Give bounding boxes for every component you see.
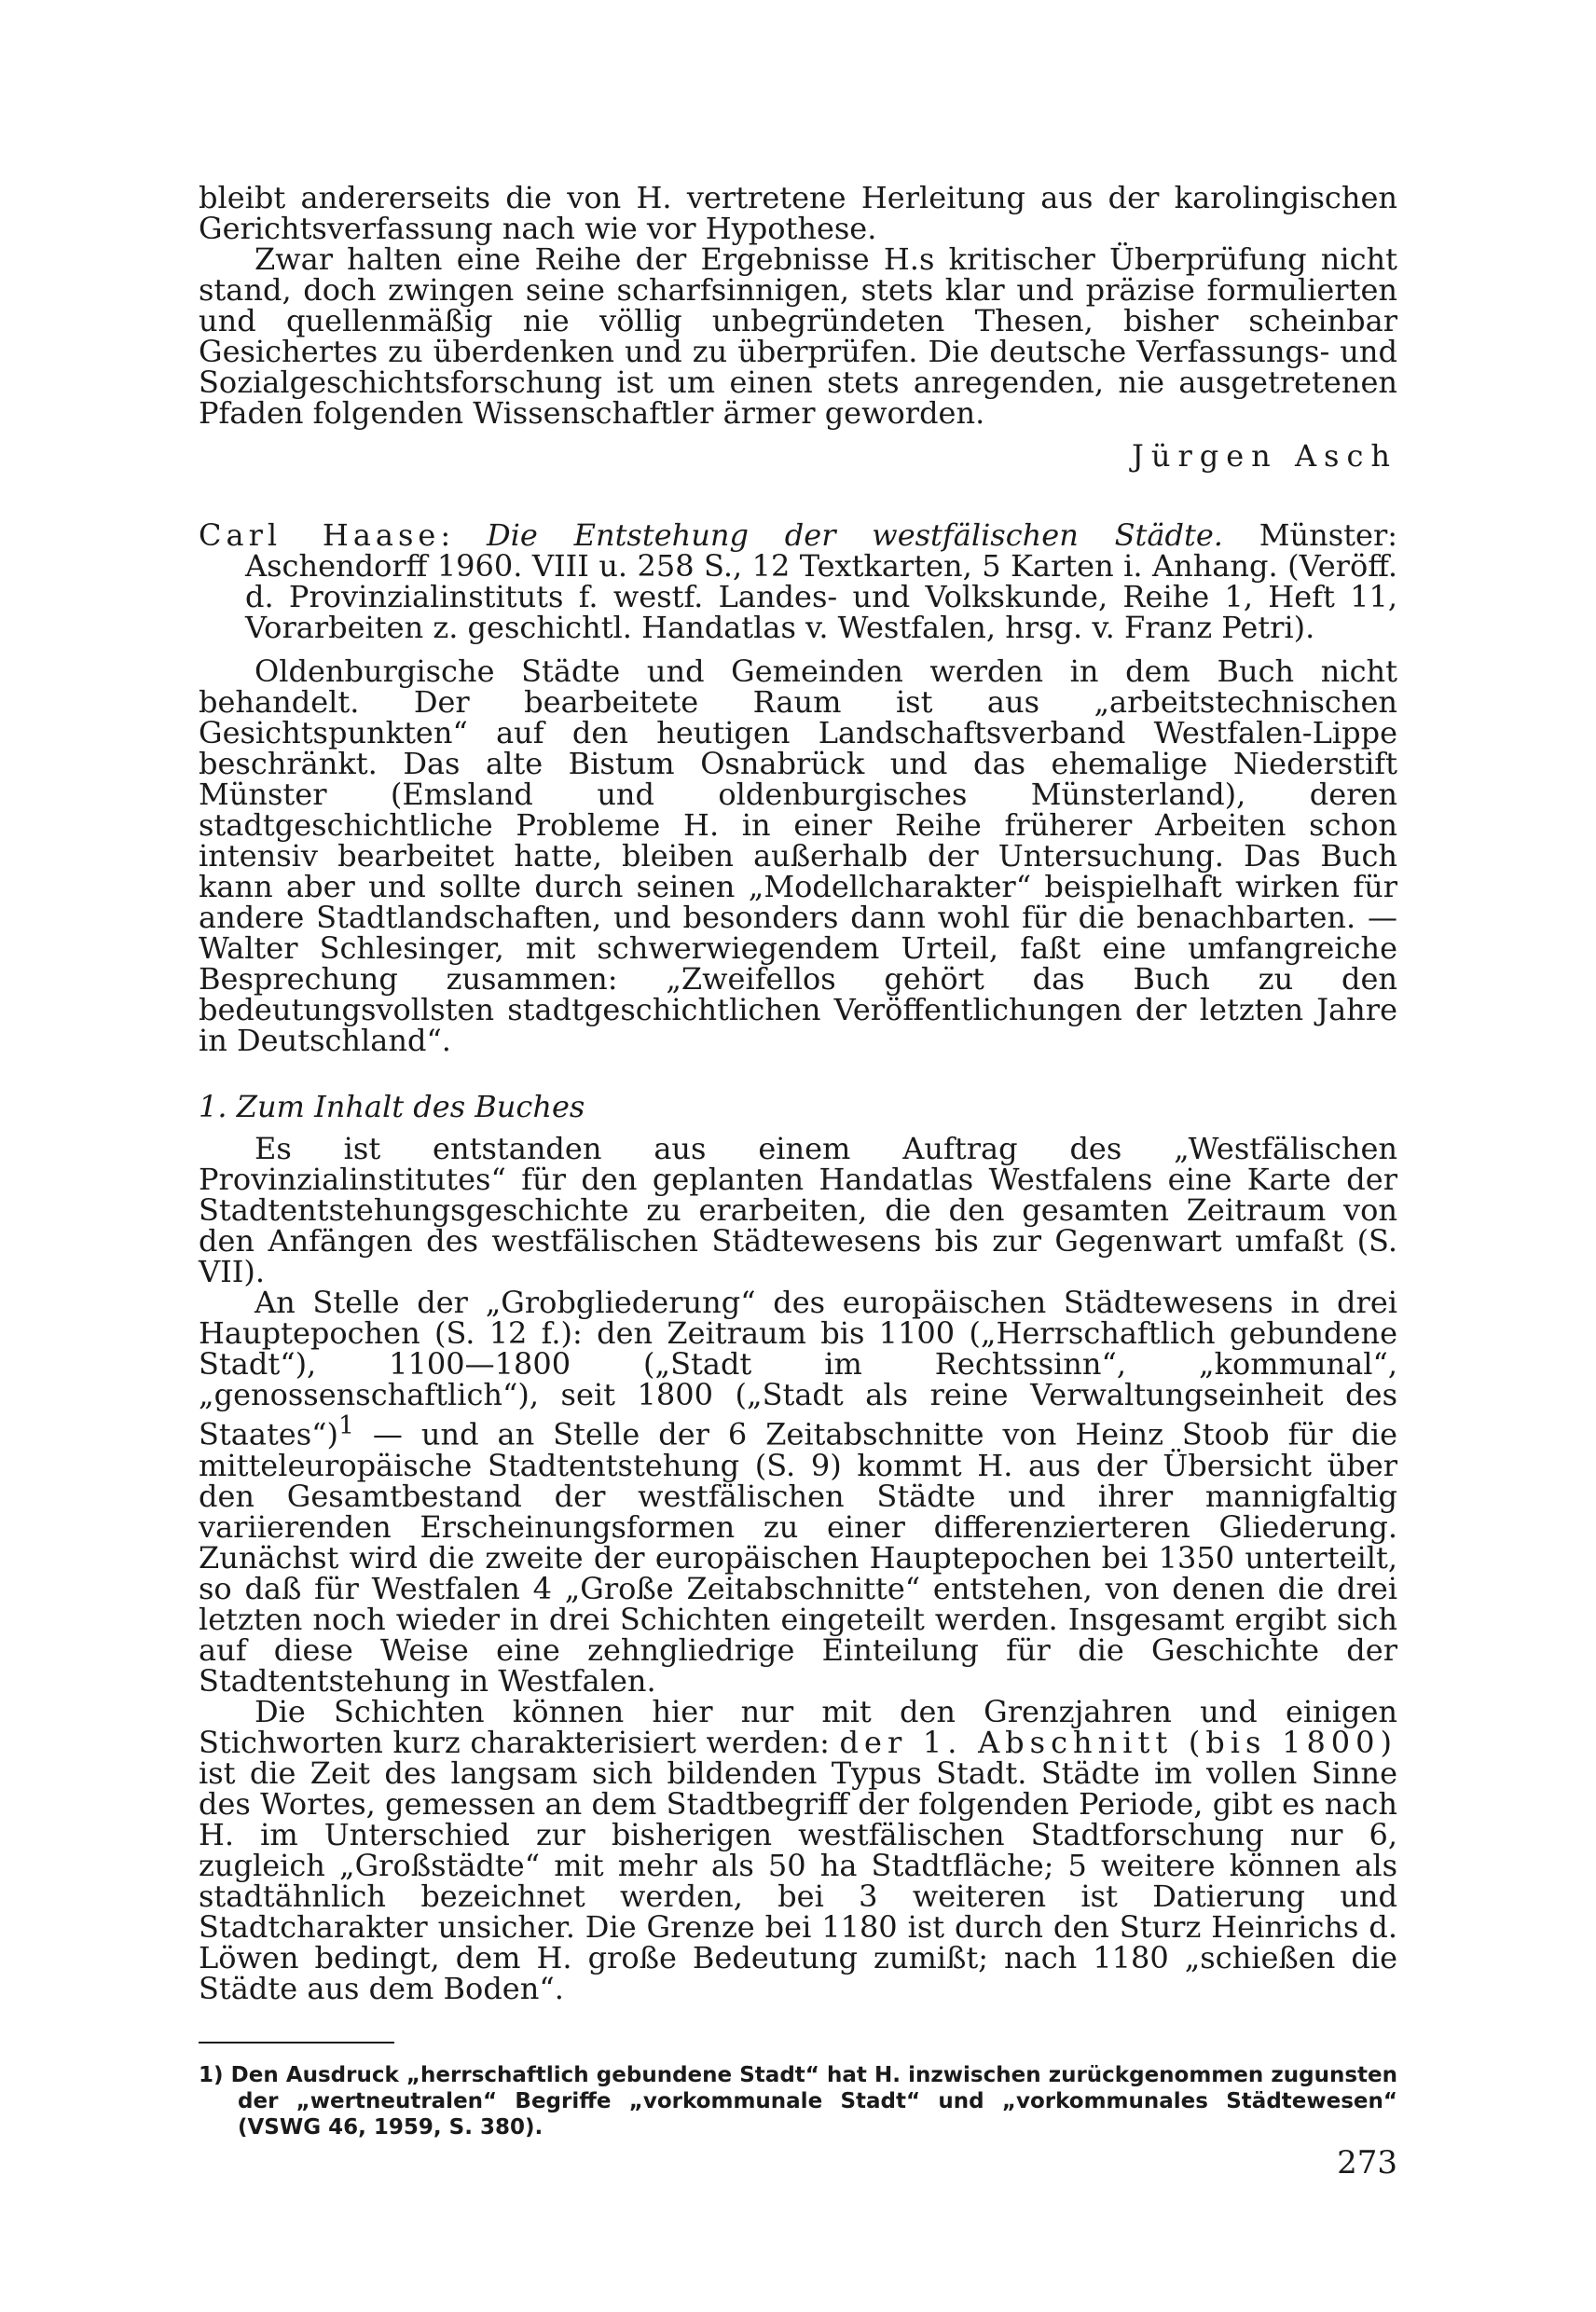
section-paragraph-3-part-b: ist die Zeit des langsam sich bildenden Typus Stadt. Städte im vollen Sinne des Wortes, gemessen an dem Stadtbegriff der folgenden Periode, gibt es nach H. im Unterschied zur bisherigen westfälischen Stadtforschung nur 6, zugleich „Großstädte“ mit mehr als 50 ha Stadtfläche; 5 weitere können als stadtähnlich bezeichnet werden, bei 3 weiteren ist Datierung und Stadtcharakter unsicher. Die Grenze bei 1180 ist durch den Sturz Heinrichs d. Löwen bedingt, dem H. große Bedeutung zumißt; nach 1180 „schießen die Städte aus dem Boden“.: [199, 1755, 1397, 2006]
spaced-emphasis: der 1. Abschnitt (bis 1800): [839, 1724, 1398, 1760]
section-paragraph-3: [199, 1693, 1398, 2006]
review-book-title: Die Entstehung der westfälischen Städte.: [486, 517, 1223, 553]
section-paragraph-2-part-a: An Stelle der „Grobgliederung“ des europäischen Städtewesens in drei Hauptepochen (S. 12 f.): den Zeitraum bis 1100 („Herrschaftlich gebundene Stadt“), 1100—1800 („Stadt im Rechtssinn“, „kommunal“, „genossenschaftlich“), seit 1800 („Stadt als reine Verwaltungseinheit des Staates“): [199, 1285, 1397, 1452]
footnote-rule: [199, 2042, 394, 2044]
review-intro-paragraph: Oldenburgische Städte und Gemeinden werden in dem Buch nicht behandelt. Der bearbeitete Raum ist aus „arbeitstechnischen Gesichtspunkten“ auf den heutigen Landschaftsverband Westfalen-Lippe beschränkt. Das alte Bistum Osnabrück und das ehemalige Niederstift Münster (Emsland und oldenburgisches Münsterland), deren stadtgeschichtliche Probleme H. in einer Reihe früherer Arbeiten schon intensiv bearbeitet hatte, bleiben außerhalb der Untersuchung. Das Buch kann aber und sollte durch seinen „Modellcharakter“ beispielhaft wirken für andere Stadtlandschaften, und besonders dann wohl für die benachbarten. — Walter Schlesinger, mit schwerwiegendem Urteil, faßt eine umfangreiche Besprechung zusammen: „Zweifellos gehört das Buch zu den bedeutungsvollsten stadtgeschichtlichen Veröffentlichungen der letzten Jahre in Deutschland“.: [199, 654, 1397, 1058]
text-column: [199, 180, 1398, 2140]
section-heading: 1. Zum Inhalt des Buches: [199, 1089, 585, 1124]
paragraph-continuation: bleibt andererseits die von H. vertretene Herleitung aus der karolingischen Gerichtsverfassung nach wie vor Hypothese.: [199, 180, 1397, 246]
footnote-marker: 1): [199, 2062, 224, 2087]
section-paragraph-2-part-b: — und an Stelle der 6 Zeitabschnitte von Heinz Stoob für die mitteleuropäische Stadtentstehung (S. 9) kommt H. aus der Übersicht über den Gesamtbestand der westfälischen Städte und ihrer mannigfaltig variierenden Erscheinungsformen zu einer differenzierteren Gliederung. Zunächst wird die zweite der europäischen Hauptepochen bei 1350 unterteilt, so daß für Westfalen 4 „Große Zeitabschnitte“ entstehen, von denen die drei letzten noch wieder in drei Schichten eingeteilt werden. Insgesamt ergibt sich auf diese Weise eine zehngliedrige Einteilung für die Geschichte der Stadtentstehung in Westfalen.: [199, 1416, 1397, 1699]
review-bibliographic-entry: [199, 517, 1398, 645]
review-book-author: Carl Haase: [199, 517, 441, 553]
section-paragraph-2: [199, 1287, 1397, 1697]
review-book-details: Münster: Aschendorff 1960. VIII u. 258 S., 12 Textkarten, 5 Karten i. Anhang. (Veröff. d. Provinzialinstituts f. westf. Landes- und Volkskunde, Reihe 1, Heft 11, Vorarbeiten z. geschichtl. Handatlas v. Westfalen, hrsg. v. Franz Petri).: [245, 517, 1398, 645]
section-paragraph-1: Es ist entstanden aus einem Auftrag des „Westfälischen Provinzialinstitutes“ für den geplanten Handatlas Westfalens eine Karte der Stadtentstehungsgeschichte zu erarbeiten, die den gesamten Zeitraum von den Anfängen des westfälischen Städtewesens bis zur Gegenwart umfaßt (S. VII).: [199, 1131, 1397, 1289]
section-paragraph-3-part-a: Die Schichten können hier nur mit den Grenzjahren und einigen Stichworten kurz charakterisiert werden:: [199, 1693, 1397, 1760]
footnote-reference: 1: [338, 1411, 354, 1440]
author-separator: :: [440, 517, 487, 553]
author-signature: Jürgen Asch: [1132, 438, 1397, 474]
footnote: [199, 2062, 1397, 2140]
paragraph-conclusion: Zwar halten eine Reihe der Ergebnisse H.s kritischer Überprüfung nicht stand, doch zwingen seine scharfsinnigen, stets klar und präzise formulierten und quellenmäßig nie völlig unbegründeten Thesen, bisher scheinbar Gesichertes zu überdenken und zu überprüfen. Die deutsche Verfassungs- und Sozialgeschichtsforschung ist um einen stets anregenden, nie ausgetretenen Pfaden folgenden Wissenschaftler ärmer geworden.: [199, 241, 1397, 431]
page-number: 273: [1337, 2144, 1397, 2181]
footnote-text: Den Ausdruck „herrschaftlich gebundene Stadt“ hat H. inzwischen zurückgenommen zugunsten der „wertneutralen“ Begriffe „vorkommunale Stadt“ und „vorkommunales Städtewesen“ (VSWG 46, 1959, S. 380).: [223, 2062, 1397, 2140]
